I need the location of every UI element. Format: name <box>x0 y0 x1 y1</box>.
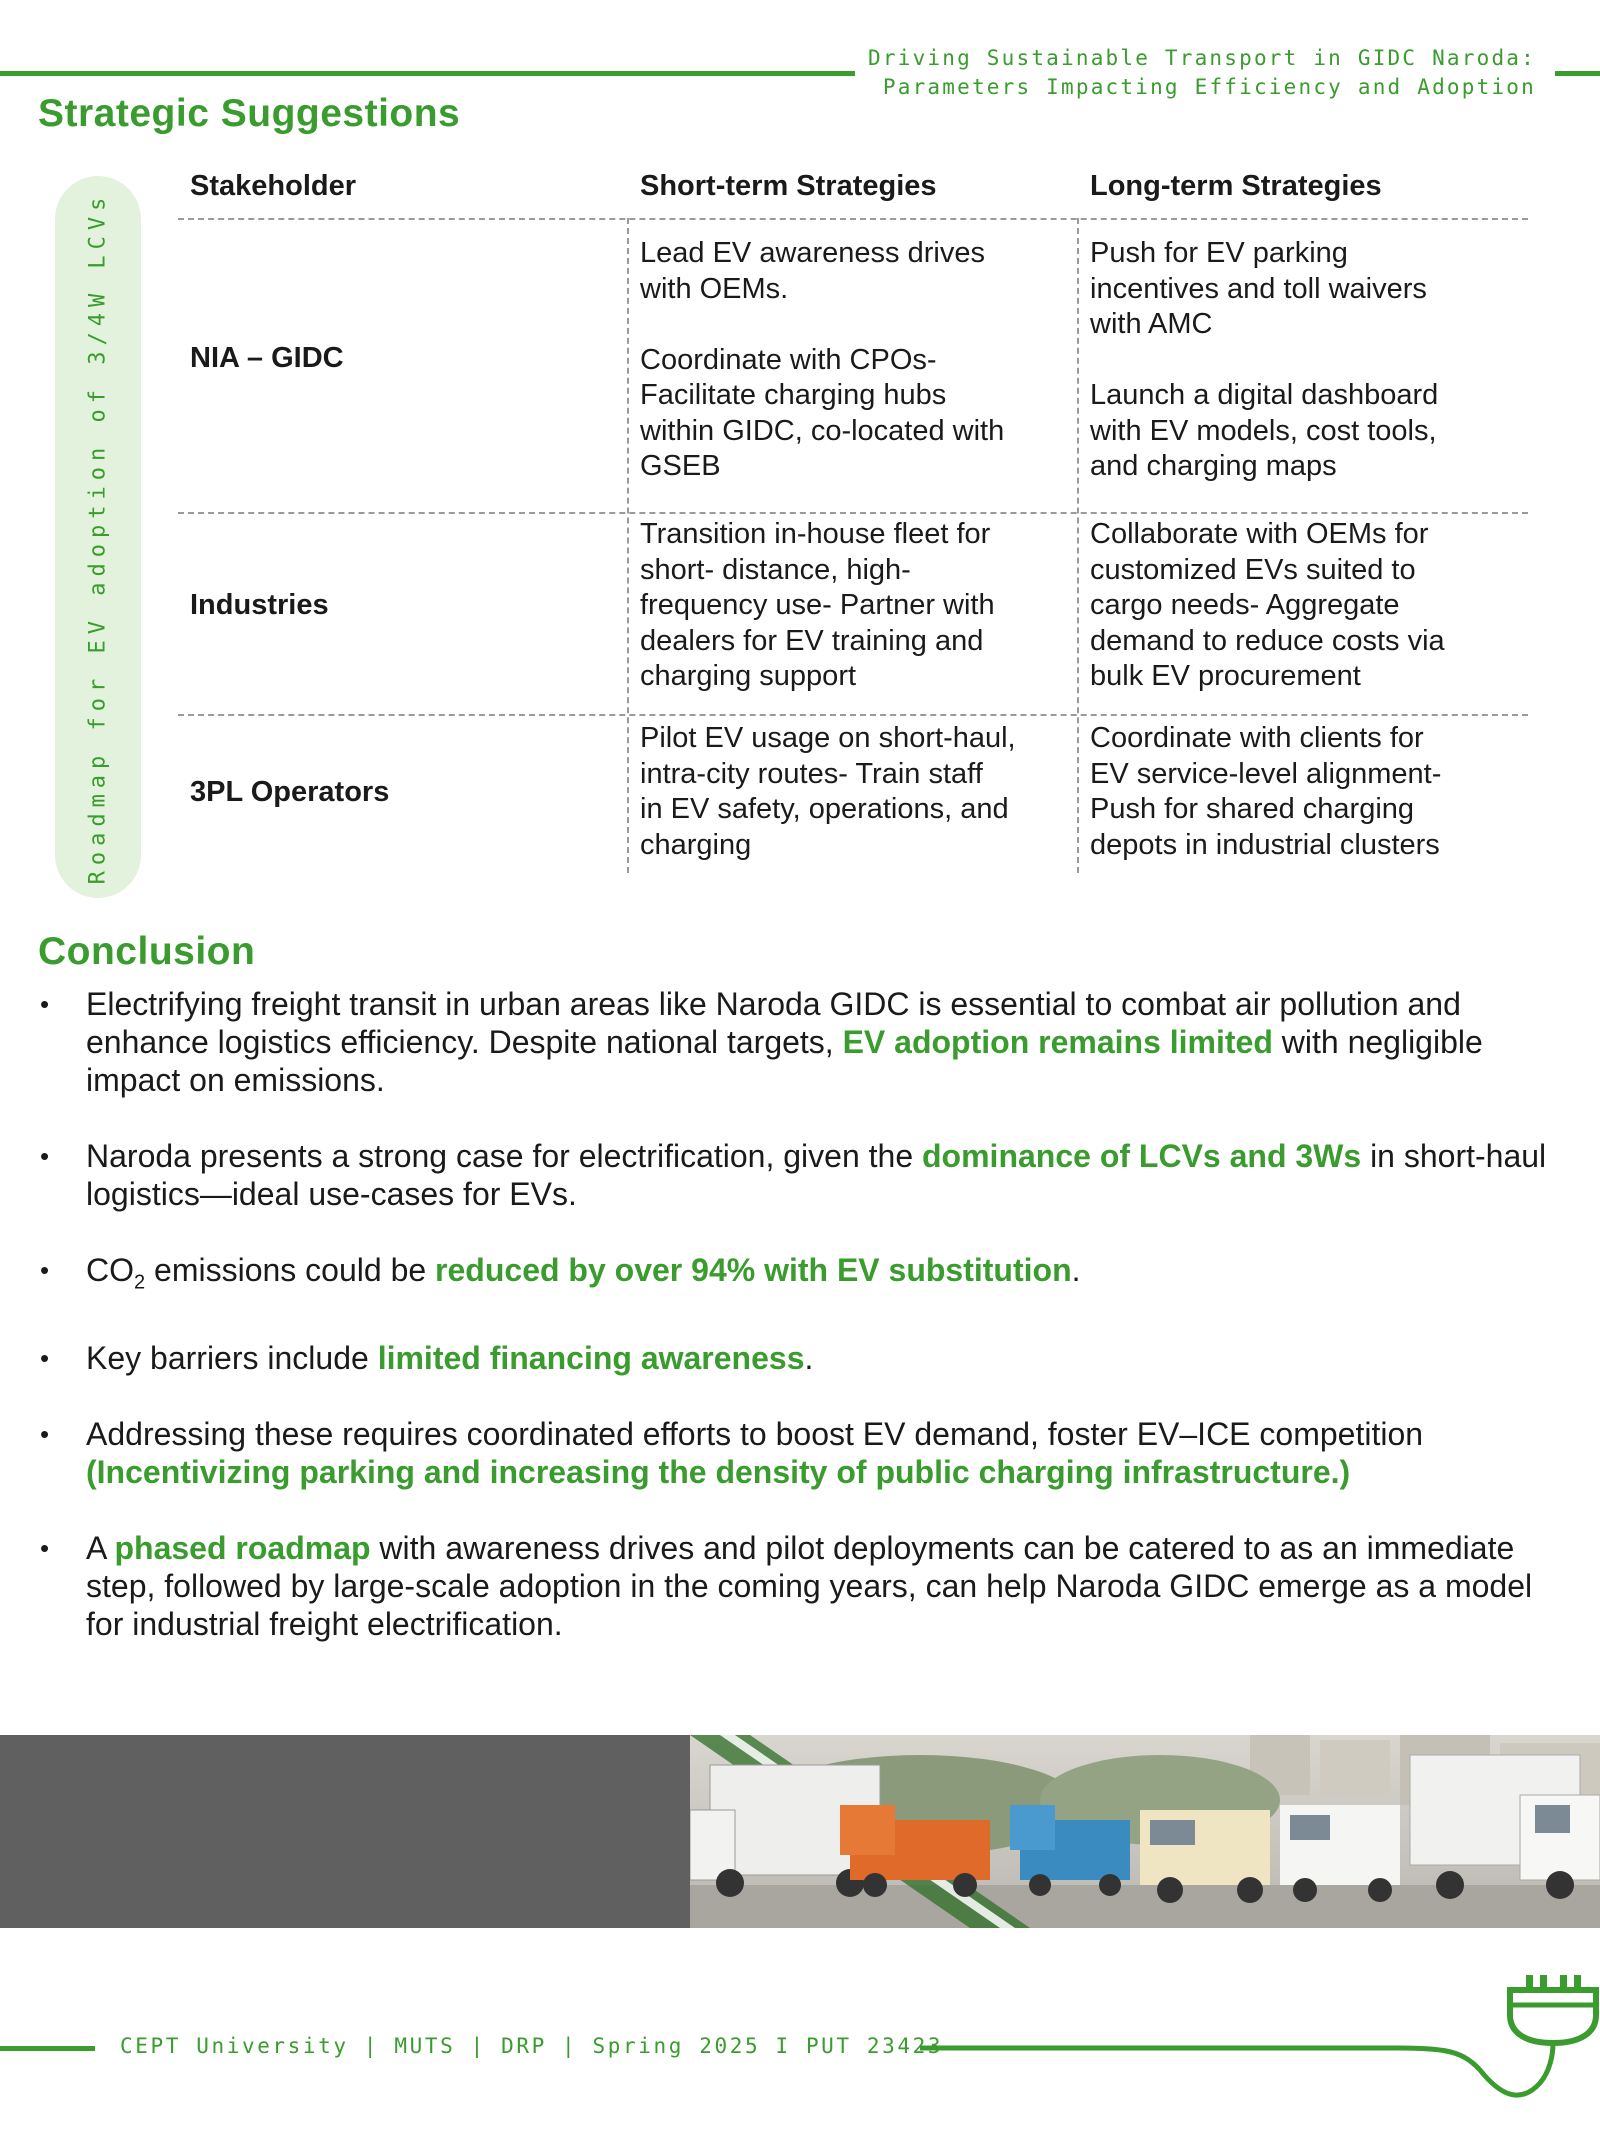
bullet-highlight: dominance of LCVs and 3Ws <box>922 1138 1362 1174</box>
cell-line: in EV safety, operations, and <box>640 793 1009 825</box>
bullet-text: Electrifying freight transit in urban areas like Naroda GIDC is essential to combat air pollution and enhance logistics efficiency. Despite national targets, <box>86 986 1461 1060</box>
header-rule-left <box>0 71 855 76</box>
col-header-long-term: Long-term Strategies <box>1090 170 1382 202</box>
stakeholder-industries: Industries <box>190 589 329 621</box>
cell-line: depots in industrial clusters <box>1090 828 1440 861</box>
cell-line: Collaborate with OEMs for <box>1090 518 1429 550</box>
cell-line: Lead EV awareness drives <box>640 237 985 269</box>
short-term-cell <box>640 517 995 695</box>
header-rule-right <box>1555 71 1600 76</box>
table-divider <box>1077 218 1079 873</box>
list-item <box>40 1251 1560 1301</box>
cell-line: Push for EV parking <box>1090 237 1348 269</box>
header-title-line2: Parameters Impacting Efficiency and Adoption <box>882 75 1536 99</box>
conclusion-list <box>40 985 1560 1681</box>
cell-line: EV service-level alignment- <box>1090 757 1442 790</box>
cell-spacer <box>640 307 1004 343</box>
long-term-cell <box>1090 517 1445 695</box>
cell-line: with OEMs. <box>640 272 789 305</box>
cell-line: bulk EV procurement <box>1090 660 1361 692</box>
cell-line: and charging maps <box>1090 450 1337 482</box>
bullet-text: . <box>1071 1252 1081 1288</box>
roadmap-side-label: Roadmap for EV adoption of 3/4W LCVs <box>85 191 111 885</box>
bullet-highlight: limited financing awareness <box>377 1340 805 1377</box>
cell-line: dealers for EV training and <box>640 624 984 657</box>
cell-line: charging support <box>640 660 857 692</box>
cell-line: intra-city routes- Train staff <box>640 757 983 790</box>
cell-spacer <box>1090 343 1438 379</box>
bullet-highlight: phased roadmap <box>114 1530 371 1567</box>
bullet-text: CO <box>86 1252 134 1288</box>
cell-line: Coordinate with clients for <box>1090 722 1424 754</box>
cell-line: incentives and toll waivers <box>1090 272 1427 305</box>
bullet-text: with awareness drives and pilot deployments can be catered to as an immediate step, followed by large-scale adoption in the coming years, can help Naroda GIDC emerge as a model for industrial freight electrification. <box>86 1530 1533 1643</box>
cell-line: short- distance, high- <box>640 553 911 586</box>
bullet-subscript: 2 <box>134 1271 146 1294</box>
cell-line: with AMC <box>1090 308 1213 340</box>
table-divider <box>627 218 629 873</box>
cell-line: customized EVs suited to <box>1090 553 1416 586</box>
short-term-cell <box>640 721 1016 863</box>
bullet-highlight: EV adoption remains limited <box>842 1024 1273 1060</box>
bullet-text: Naroda presents a strong case for electrification, given the <box>86 1138 922 1174</box>
list-item <box>40 985 1560 1099</box>
cell-line: Push for shared charging <box>1090 793 1415 825</box>
cell-line: Pilot EV usage on short-haul, <box>640 722 1016 754</box>
list-item <box>40 1339 1560 1377</box>
bullet-text: . <box>804 1340 814 1377</box>
cell-line: Launch a digital dashboard <box>1090 379 1439 411</box>
cell-line: Facilitate charging hubs <box>640 379 947 411</box>
bullet-highlight: reduced by over 94% with EV substitution <box>435 1252 1072 1288</box>
long-term-cell <box>1090 721 1441 863</box>
col-header-short-term: Short-term Strategies <box>640 170 937 202</box>
cell-line: with EV models, cost tools, <box>1090 414 1437 447</box>
footer-text: CEPT University | MUTS | DRP | Spring 2025 I PUT 23423 <box>120 2034 944 2058</box>
stakeholder-nia-gidc: NIA – GIDC <box>190 342 344 374</box>
bullet-text: with negligible impact on emissions. <box>86 1024 1483 1098</box>
list-item <box>40 1529 1560 1643</box>
header-title <box>868 44 1536 102</box>
cell-line: GSEB <box>640 450 721 482</box>
footer-rule-left <box>0 2046 95 2051</box>
cell-line: demand to reduce costs via <box>1090 624 1445 657</box>
bullet-text: emissions could be <box>145 1252 436 1288</box>
cell-line: Transition in-house fleet for <box>640 518 991 550</box>
bullet-text: A <box>86 1530 115 1567</box>
cell-line: within GIDC, co-located with <box>640 414 1005 447</box>
table-rule <box>178 714 1528 716</box>
table-rule <box>178 218 1528 220</box>
bullet-text: Key barriers include <box>86 1340 378 1377</box>
long-term-cell <box>1090 236 1438 485</box>
conclusion-title: Conclusion <box>38 930 256 973</box>
list-item <box>40 1415 1560 1491</box>
cell-line: Coordinate with CPOs- <box>640 343 937 376</box>
header-title-line1: Driving Sustainable Transport in GIDC Naroda: <box>868 46 1536 70</box>
col-header-stakeholder: Stakeholder <box>190 170 356 202</box>
photo-band-gray <box>0 1735 700 1928</box>
bullet-text: in short-haul logistics—ideal use-cases for EVs. <box>86 1138 1547 1212</box>
cell-line: frequency use- Partner with <box>640 589 995 621</box>
bullet-text: Addressing these requires coordinated efforts to boost EV demand, foster EV–ICE competition <box>86 1416 1424 1453</box>
cell-line: charging <box>640 828 752 861</box>
plug-icon <box>920 1975 1600 2125</box>
stakeholder-3pl-operators: 3PL Operators <box>190 776 390 808</box>
table-rule <box>178 512 1528 514</box>
short-term-cell <box>640 236 1004 485</box>
cell-line: cargo needs- Aggregate <box>1090 589 1400 621</box>
bullet-highlight: (Incentivizing parking and increasing the density of public charging infrastructure.) <box>86 1454 1351 1491</box>
delivery-vehicles-photo <box>690 1735 1600 1928</box>
list-item <box>40 1137 1560 1213</box>
strategic-title: Strategic Suggestions <box>38 92 461 135</box>
